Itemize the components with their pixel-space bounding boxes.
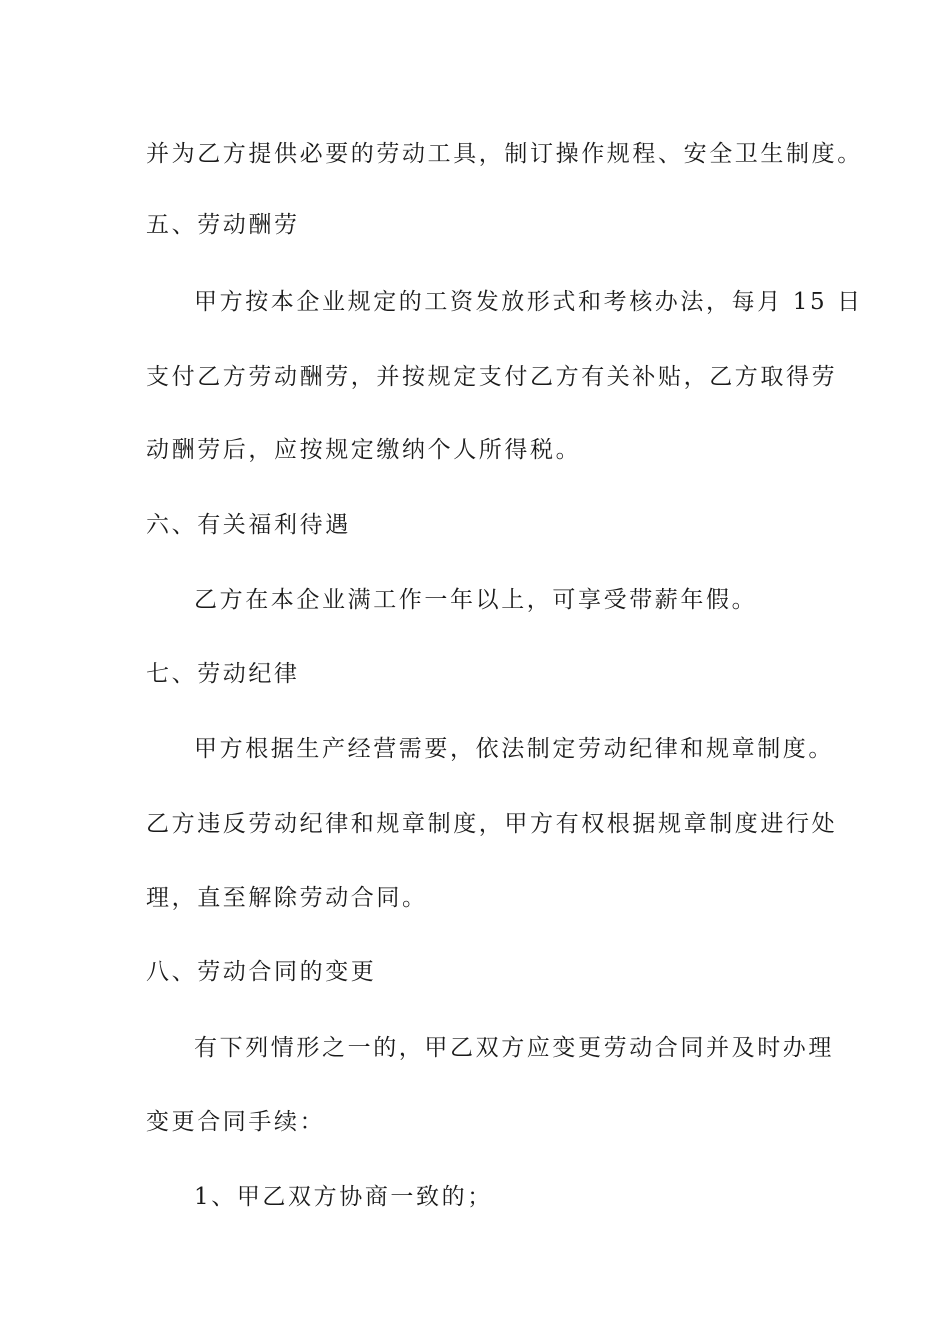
paragraph-first-line: 甲方根据生产经营需要，依法制定劳动纪律和规章制度。 bbox=[194, 736, 834, 762]
body-text-line: 动酬劳后，应按规定缴纳个人所得税。 bbox=[146, 437, 582, 463]
body-text-line: 并为乙方提供必要的劳动工具，制订操作规程、安全卫生制度。 bbox=[146, 141, 863, 167]
body-text-line: 乙方违反劳动纪律和规章制度，甲方有权根据规章制度进行处 bbox=[146, 811, 838, 837]
section-heading: 六、有关福利待遇 bbox=[146, 512, 351, 538]
list-item: 1、甲乙双方协商一致的； bbox=[194, 1184, 493, 1210]
body-text-line: 变更合同手续： bbox=[146, 1109, 326, 1135]
section-heading: 五、劳动酬劳 bbox=[146, 212, 300, 238]
body-text-line: 支付乙方劳动酬劳，并按规定支付乙方有关补贴，乙方取得劳 bbox=[146, 364, 838, 390]
section-heading: 八、劳动合同的变更 bbox=[146, 959, 377, 985]
body-text-line: 理，直至解除劳动合同。 bbox=[146, 885, 428, 911]
paragraph-first-line: 有下列情形之一的，甲乙双方应变更劳动合同并及时办理 bbox=[194, 1035, 834, 1061]
paragraph-first-line: 乙方在本企业满工作一年以上，可享受带薪年假。 bbox=[194, 587, 758, 613]
section-heading: 七、劳动纪律 bbox=[146, 661, 300, 687]
paragraph-first-line: 甲方按本企业规定的工资发放形式和考核办法，每月 15 日 bbox=[194, 289, 863, 315]
